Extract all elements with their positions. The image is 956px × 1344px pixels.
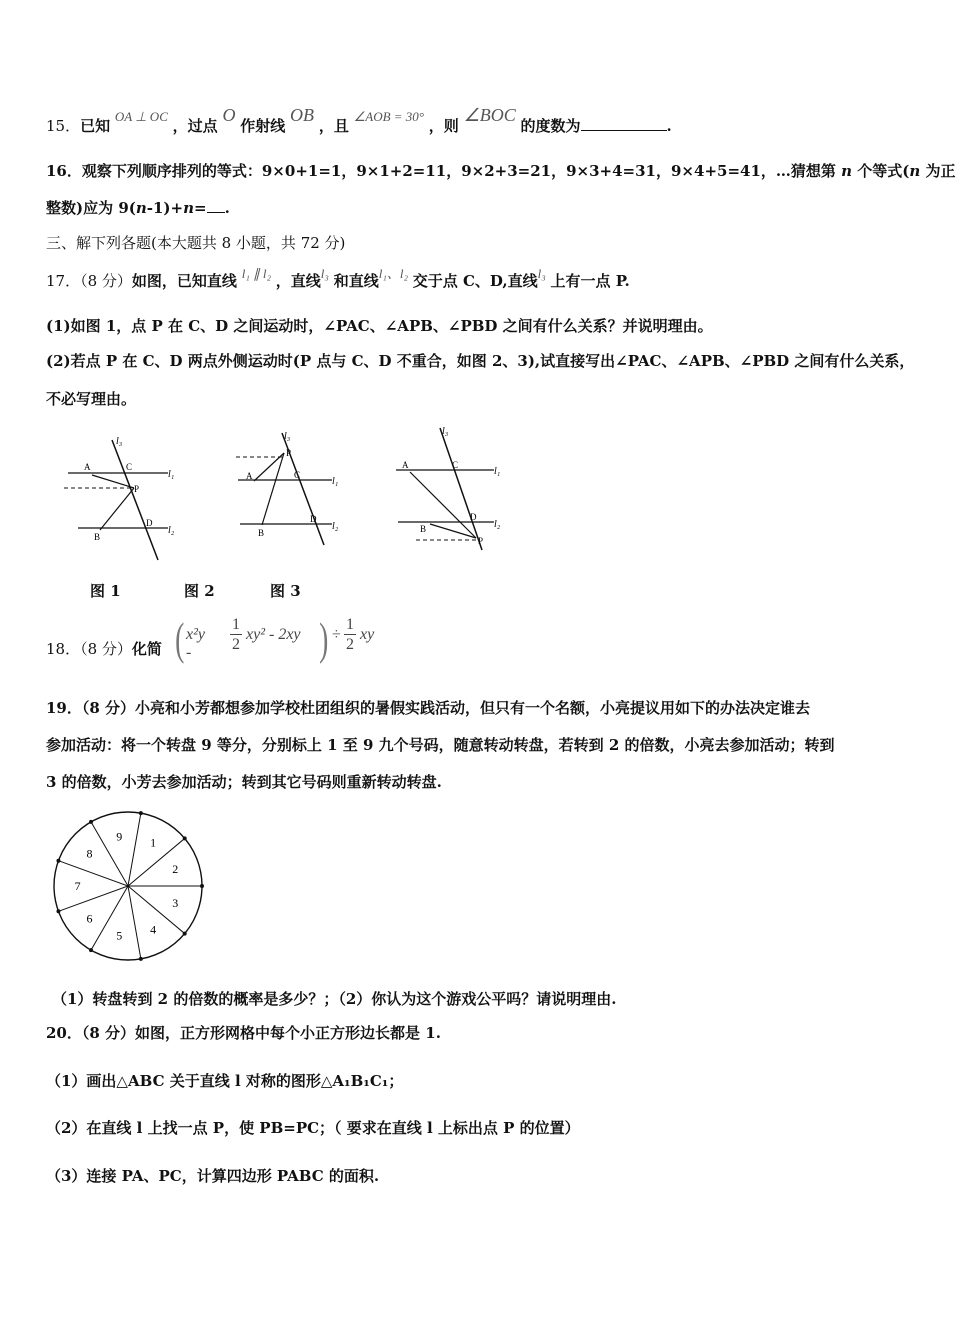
figure-2 (232, 425, 347, 550)
math-angle-aob: ∠AOB = 30° (353, 109, 425, 124)
wheel-number-8: 8 (86, 846, 93, 861)
wheel-divider (128, 813, 141, 886)
figure-3 (390, 422, 510, 557)
question-18: 18．（8 分）化简 (46, 640, 162, 658)
svg-text:P: P (286, 448, 292, 458)
label-p: P (134, 484, 140, 494)
wheel-dot (89, 820, 93, 824)
wheel-number-5: 5 (116, 928, 123, 943)
spinner-wheel (50, 810, 210, 970)
figure-1 (60, 430, 180, 565)
section-heading: 三、解下列各题(本大题共 8 小题，共 72 分) (46, 234, 346, 252)
question-20-part3: （3）连接 PA、PC，计算四边形 PABC 的面积. (46, 1167, 380, 1185)
wheel-dot (139, 957, 143, 961)
wheel-divider (58, 861, 128, 886)
svg-text:l₃: l₃ (442, 426, 449, 437)
svg-text:l₂: l₂ (332, 521, 339, 532)
caption-figure-1: 图 1 (90, 582, 121, 600)
question-17-part1: (1)如图 1，点 P 在 C、D 之间运动时，∠PAC、∠APB、∠PBD 之间有什么关系？并说明理由。 (46, 317, 713, 335)
question-16-line2: 整数)应为 9(n-1)+n= . (46, 199, 230, 217)
question-17-part2-cont: 不必写理由。 (46, 390, 137, 408)
answer-blank[interactable] (207, 212, 225, 213)
question-20-line1: 20．（8 分）如图，正方形网格中每个小正方形边长都是 1. (46, 1024, 441, 1042)
wheel-divider (91, 822, 128, 886)
svg-text:A: A (402, 460, 409, 470)
wheel-divider (58, 886, 128, 911)
svg-text:B: B (420, 524, 427, 534)
svg-text:l₂: l₂ (494, 519, 501, 530)
label-d: D (146, 518, 153, 528)
caption-figure-3: 图 3 (270, 582, 301, 600)
svg-text:C: C (294, 470, 301, 480)
math-angle-boc: ∠BOC (463, 105, 516, 125)
label-l3: l₃ (116, 436, 123, 447)
label-a: A (84, 462, 91, 472)
fraction-half: 1 2 (232, 616, 240, 653)
wheel-number-6: 6 (86, 911, 93, 926)
wheel-number-9: 9 (116, 829, 123, 844)
svg-text:A: A (246, 471, 253, 481)
label-c: C (126, 462, 133, 472)
wheel-dot (56, 909, 60, 913)
caption-figure-2: 图 2 (184, 582, 215, 600)
wheel-dot (89, 948, 93, 952)
svg-text:l₁: l₁ (332, 476, 339, 487)
question-20-part2: （2）在直线 l 上找一点 P，使 PB=PC；（ 要求在直线 l 上标出点 P 的位置） (46, 1119, 580, 1137)
question-19-line1: 19．（8 分）小亮和小芳都想参加学校杜团组织的暑假实践活动，但只有一个名额，小亮提议用如下的办法决定谁去 (46, 699, 811, 717)
math-ob: OB (290, 105, 315, 125)
math-oa-perp-oc: OA ⊥ OC (114, 109, 168, 124)
svg-text:l₃: l₃ (284, 431, 291, 442)
question-20-part1: （1）画出△ABC 关于直线 l 对称的图形△A₁B₁C₁； (46, 1072, 404, 1090)
question-17-part2: (2)若点 P 在 C、D 两点外侧运动时(P 点与 C、D 不重合，如图 2、3),试直接写出∠PAC、∠APB、∠PBD 之间有什么关系， (46, 352, 915, 370)
wheel-dot (183, 932, 187, 936)
math-o: O (222, 105, 236, 125)
svg-text:D: D (310, 514, 317, 524)
question-17: 17．（8 分）如图，已知直线 l₁ ∥ l₂ ，直线l₃ 和直线l₁、l₂ 交于点 C、D,直线l₃ 上有一点 P. (46, 266, 630, 290)
label-l2: l₂ (168, 525, 175, 536)
svg-text:P: P (478, 536, 484, 546)
wheel-dot (183, 836, 187, 840)
line-l3 (440, 428, 482, 550)
wheel-dot (56, 859, 60, 863)
label-l1: l₁ (168, 469, 175, 480)
question-19-line3: 3 的倍数，小芳去参加活动；转到其它号码则重新转动转盘. (46, 773, 442, 791)
svg-text:C: C (452, 460, 459, 470)
question-19-ask: （1）转盘转到 2 的倍数的概率是多少？；（2）你认为这个游戏公平吗？请说明理由. (52, 990, 617, 1008)
wheel-number-2: 2 (172, 861, 179, 876)
wheel-dot (139, 811, 143, 815)
wheel-divider (91, 886, 128, 950)
line-l3 (112, 440, 158, 560)
right-paren: ) (319, 613, 329, 664)
question-16-line1: 16．观察下列顺序排列的等式：9×0+1=1，9×1+2=11，9×2+3=21，9×3+4=31，9×4+5=41，…猜想第 n 个等式(n 为正 (46, 162, 956, 180)
svg-text:D: D (470, 512, 477, 522)
wheel-number-3: 3 (172, 896, 179, 911)
label-b: B (94, 532, 101, 542)
svg-text:B: B (258, 528, 265, 538)
left-paren: ( (175, 613, 185, 664)
svg-text:l₁: l₁ (494, 466, 501, 477)
answer-blank[interactable] (581, 130, 667, 131)
wheel-dot (200, 884, 204, 888)
wheel-divider (128, 886, 141, 959)
question-15: 15．已知 OA ⊥ OC ，过点 O 作射线 OB ，且 ∠AOB = 30° ，则 ∠BOC 的度数为 . (46, 105, 672, 135)
wheel-number-7: 7 (74, 879, 81, 893)
wheel-number-4: 4 (150, 922, 157, 937)
question-19-line2: 参加活动：将一个转盘 9 等分，分别标上 1 至 9 九个号码，随意转动转盘，若转到 2 的倍数，小亮去参加活动；转到 (46, 736, 835, 754)
wheel-number-1: 1 (150, 835, 157, 850)
fraction-half-2: 1 2 (346, 616, 354, 653)
